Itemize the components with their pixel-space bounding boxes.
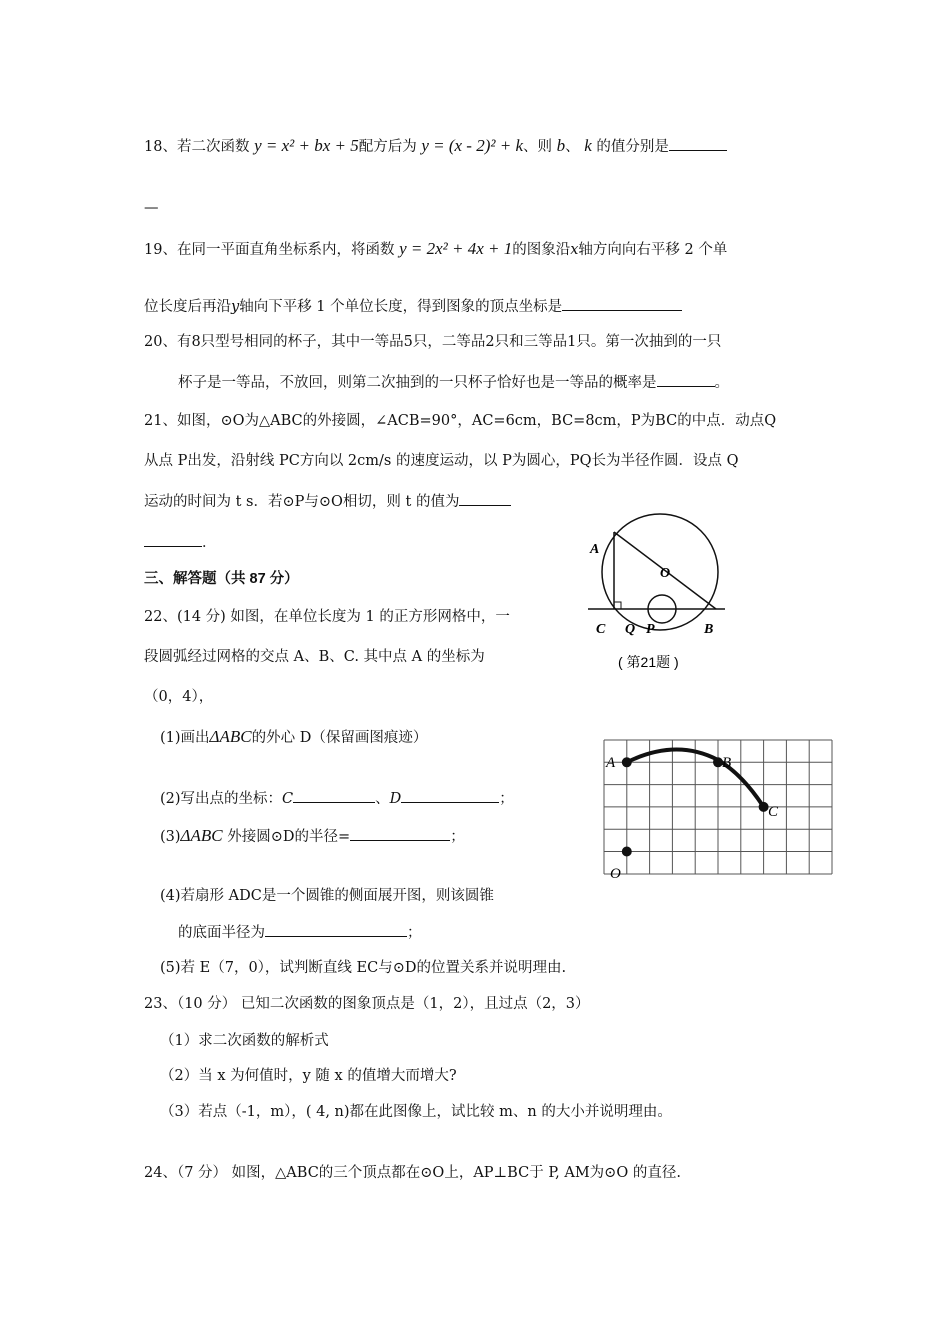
question-19-line-2 xyxy=(144,296,682,317)
fig21-label-a: A xyxy=(590,542,600,557)
question-20-line-1 xyxy=(144,332,721,352)
q18-tail: — xyxy=(144,200,159,216)
section-3-title: 三、解答题（共 87 分） xyxy=(144,571,299,587)
q22-s4-text: 的底面半径为 xyxy=(178,925,265,941)
question-22-line-3: （0，4）， xyxy=(144,689,214,705)
question-22-line-2: 段圆弧经过网格的交点 A、B、C. 其中点 A 的坐标为 xyxy=(144,649,485,665)
q22-sub-2 xyxy=(160,788,514,809)
q18-text-1: 若二次函数 xyxy=(176,139,250,155)
q18-equation-2: y = (x - 2)² + k xyxy=(421,136,523,155)
figure-22-grid xyxy=(596,732,842,882)
fig22-label-a: A xyxy=(606,755,616,771)
q18-text-4: 的值分别是 xyxy=(596,139,669,155)
question-21-line-1 xyxy=(144,411,776,431)
question-21-line-3 xyxy=(144,491,511,512)
q20-text-1: 有8只型号相同的杯子，其中一等品5只，二等品2只和三等品1只。第一次抽到的一只 xyxy=(176,334,722,350)
q22-number: 22、 xyxy=(144,609,177,625)
q22-text-1: (14 分) 如图，在单位长度为 1 的正方形网格中，一 xyxy=(176,609,510,625)
q22-sub-1 xyxy=(160,727,427,748)
q20-number: 20、 xyxy=(144,334,177,350)
q22-sub-4-line-1: (4)若扇形 ADC是一个圆锥的侧面展开图，则该圆锥 xyxy=(160,888,494,904)
fig21-label-p: P xyxy=(646,622,655,637)
q19-text-5: 轴向下平移 1 个单位长度，得到图象的顶点坐标是 xyxy=(239,299,563,315)
q20-text-2: 杯子是一等品，不放回，则第二次抽到的一只杯子恰好也是一等品的概率是 xyxy=(178,375,657,391)
q19-equation: y = 2x² + 4x + 1 xyxy=(399,239,513,258)
q22-s2-d: D xyxy=(389,791,402,807)
q22-s2-c: C xyxy=(282,791,294,807)
q18-text-3: 、则 xyxy=(523,139,552,155)
q22-sub-5: (5)若 E（7，0），试判断直线 EC与⊙D的位置关系并说明理由. xyxy=(160,960,567,976)
q23-sub-2: （2）当 x 为何值时，y 随 x 的值增大而增大? xyxy=(160,1068,457,1084)
q21-text-1: 如图，⊙O为△ABC的外接圆，∠ACB=90°，AC=6cm，BC=8cm，P为BC的中点．动点Q xyxy=(176,413,777,429)
fig21-caption: ( 第21题 ) xyxy=(618,654,679,670)
q22-s3-triangle: ΔABC xyxy=(180,826,223,845)
q18-var-b: b xyxy=(556,136,566,155)
q18-sep: 、 xyxy=(565,139,580,155)
fig21-label-q: Q xyxy=(625,622,636,637)
q22-s1-text-1: (1)画出 xyxy=(160,730,210,746)
q22-s4-end: ； xyxy=(407,925,422,941)
q22-s4-blank[interactable] xyxy=(265,922,407,937)
fig21-label-o: O xyxy=(660,566,671,581)
q19-text-1: 在同一平面直角坐标系内，将函数 xyxy=(176,242,395,258)
fig22-label-b: B xyxy=(722,755,732,771)
q22-s2-blank-c[interactable] xyxy=(293,788,375,803)
fig21-label-c: C xyxy=(596,622,606,637)
q23-sub-1: （1）求二次函数的解析式 xyxy=(160,1033,329,1049)
fig22-point-a xyxy=(622,757,632,767)
q22-s1-text-2: 的外心 D（保留画图痕迹） xyxy=(251,730,428,746)
q18-number: 18、 xyxy=(144,139,177,155)
q21-number: 21、 xyxy=(144,413,177,429)
question-21-line-4 xyxy=(144,532,217,553)
question-21-line-2: 从点 P出发，沿射线 PC方向以 2cm/s 的速度运动，以 P为圆心，PQ长为半径作圆．设点 Q xyxy=(144,453,739,469)
q19-var-x: x xyxy=(570,242,579,258)
fig22-point-o xyxy=(622,847,632,857)
q18-text-2: 配方后为 xyxy=(358,139,417,155)
q22-s2-sep: 、 xyxy=(375,791,390,807)
q21-end: ． xyxy=(202,535,217,551)
q21-text-3: 运动的时间为 t s．若⊙P与⊙O相切，则 t 的值为 xyxy=(144,494,460,510)
q19-var-y: y xyxy=(231,299,240,315)
q22-sub-4-line-2 xyxy=(178,922,422,943)
q22-s2-text: (2)写出点的坐标： xyxy=(160,791,283,807)
q22-s2-end: ； xyxy=(499,791,514,807)
q22-s3-text-1: (3) xyxy=(160,829,181,845)
question-24-line-1: 24、（7 分） 如图，△ABC的三个顶点都在⊙O上，AP⊥BC于 P, AM为⊙O 的直径. xyxy=(144,1165,681,1181)
figure-21 xyxy=(580,500,750,680)
q22-s3-blank[interactable] xyxy=(350,826,450,841)
question-20-line-2 xyxy=(178,372,729,393)
q18-equation-1: y = x² + bx + 5 xyxy=(254,136,359,155)
q19-text-2: 的图象沿 xyxy=(512,242,571,258)
question-19-line-1 xyxy=(144,239,727,260)
q19-text-4: 位长度后再沿 xyxy=(144,299,231,315)
q21-answer-blank-2[interactable] xyxy=(144,532,202,547)
q18-var-k: k xyxy=(584,136,592,155)
q20-answer-blank[interactable] xyxy=(657,372,715,387)
q19-number: 19、 xyxy=(144,242,177,258)
fig22-label-o: O xyxy=(610,866,621,882)
q19-text-3: 轴方向向右平移 2 个单 xyxy=(578,242,728,258)
q22-s3-text-2: 外接圆⊙D的半径= xyxy=(227,829,351,845)
fig22-label-c: C xyxy=(768,804,779,820)
q22-s3-end: ； xyxy=(450,829,465,845)
q22-s2-blank-d[interactable] xyxy=(401,788,499,803)
q23-sub-3: （3）若点（-1，m），( 4, n)都在此图像上，试比较 m、n 的大小并说明理由。 xyxy=(160,1104,672,1120)
q18-answer-blank[interactable] xyxy=(669,136,727,151)
question-23-line-1: 23、（10 分） 已知二次函数的图象顶点是（1，2），且过点（2，3） xyxy=(144,996,590,1012)
question-22-line-1 xyxy=(144,607,510,627)
question-18 xyxy=(144,136,727,157)
q20-end: 。 xyxy=(714,375,729,391)
q21-answer-blank-1[interactable] xyxy=(459,491,511,506)
q22-s1-triangle: ΔABC xyxy=(209,727,252,746)
q22-sub-3 xyxy=(160,826,465,847)
q19-answer-blank[interactable] xyxy=(562,296,682,311)
fig21-label-b: B xyxy=(704,622,714,637)
